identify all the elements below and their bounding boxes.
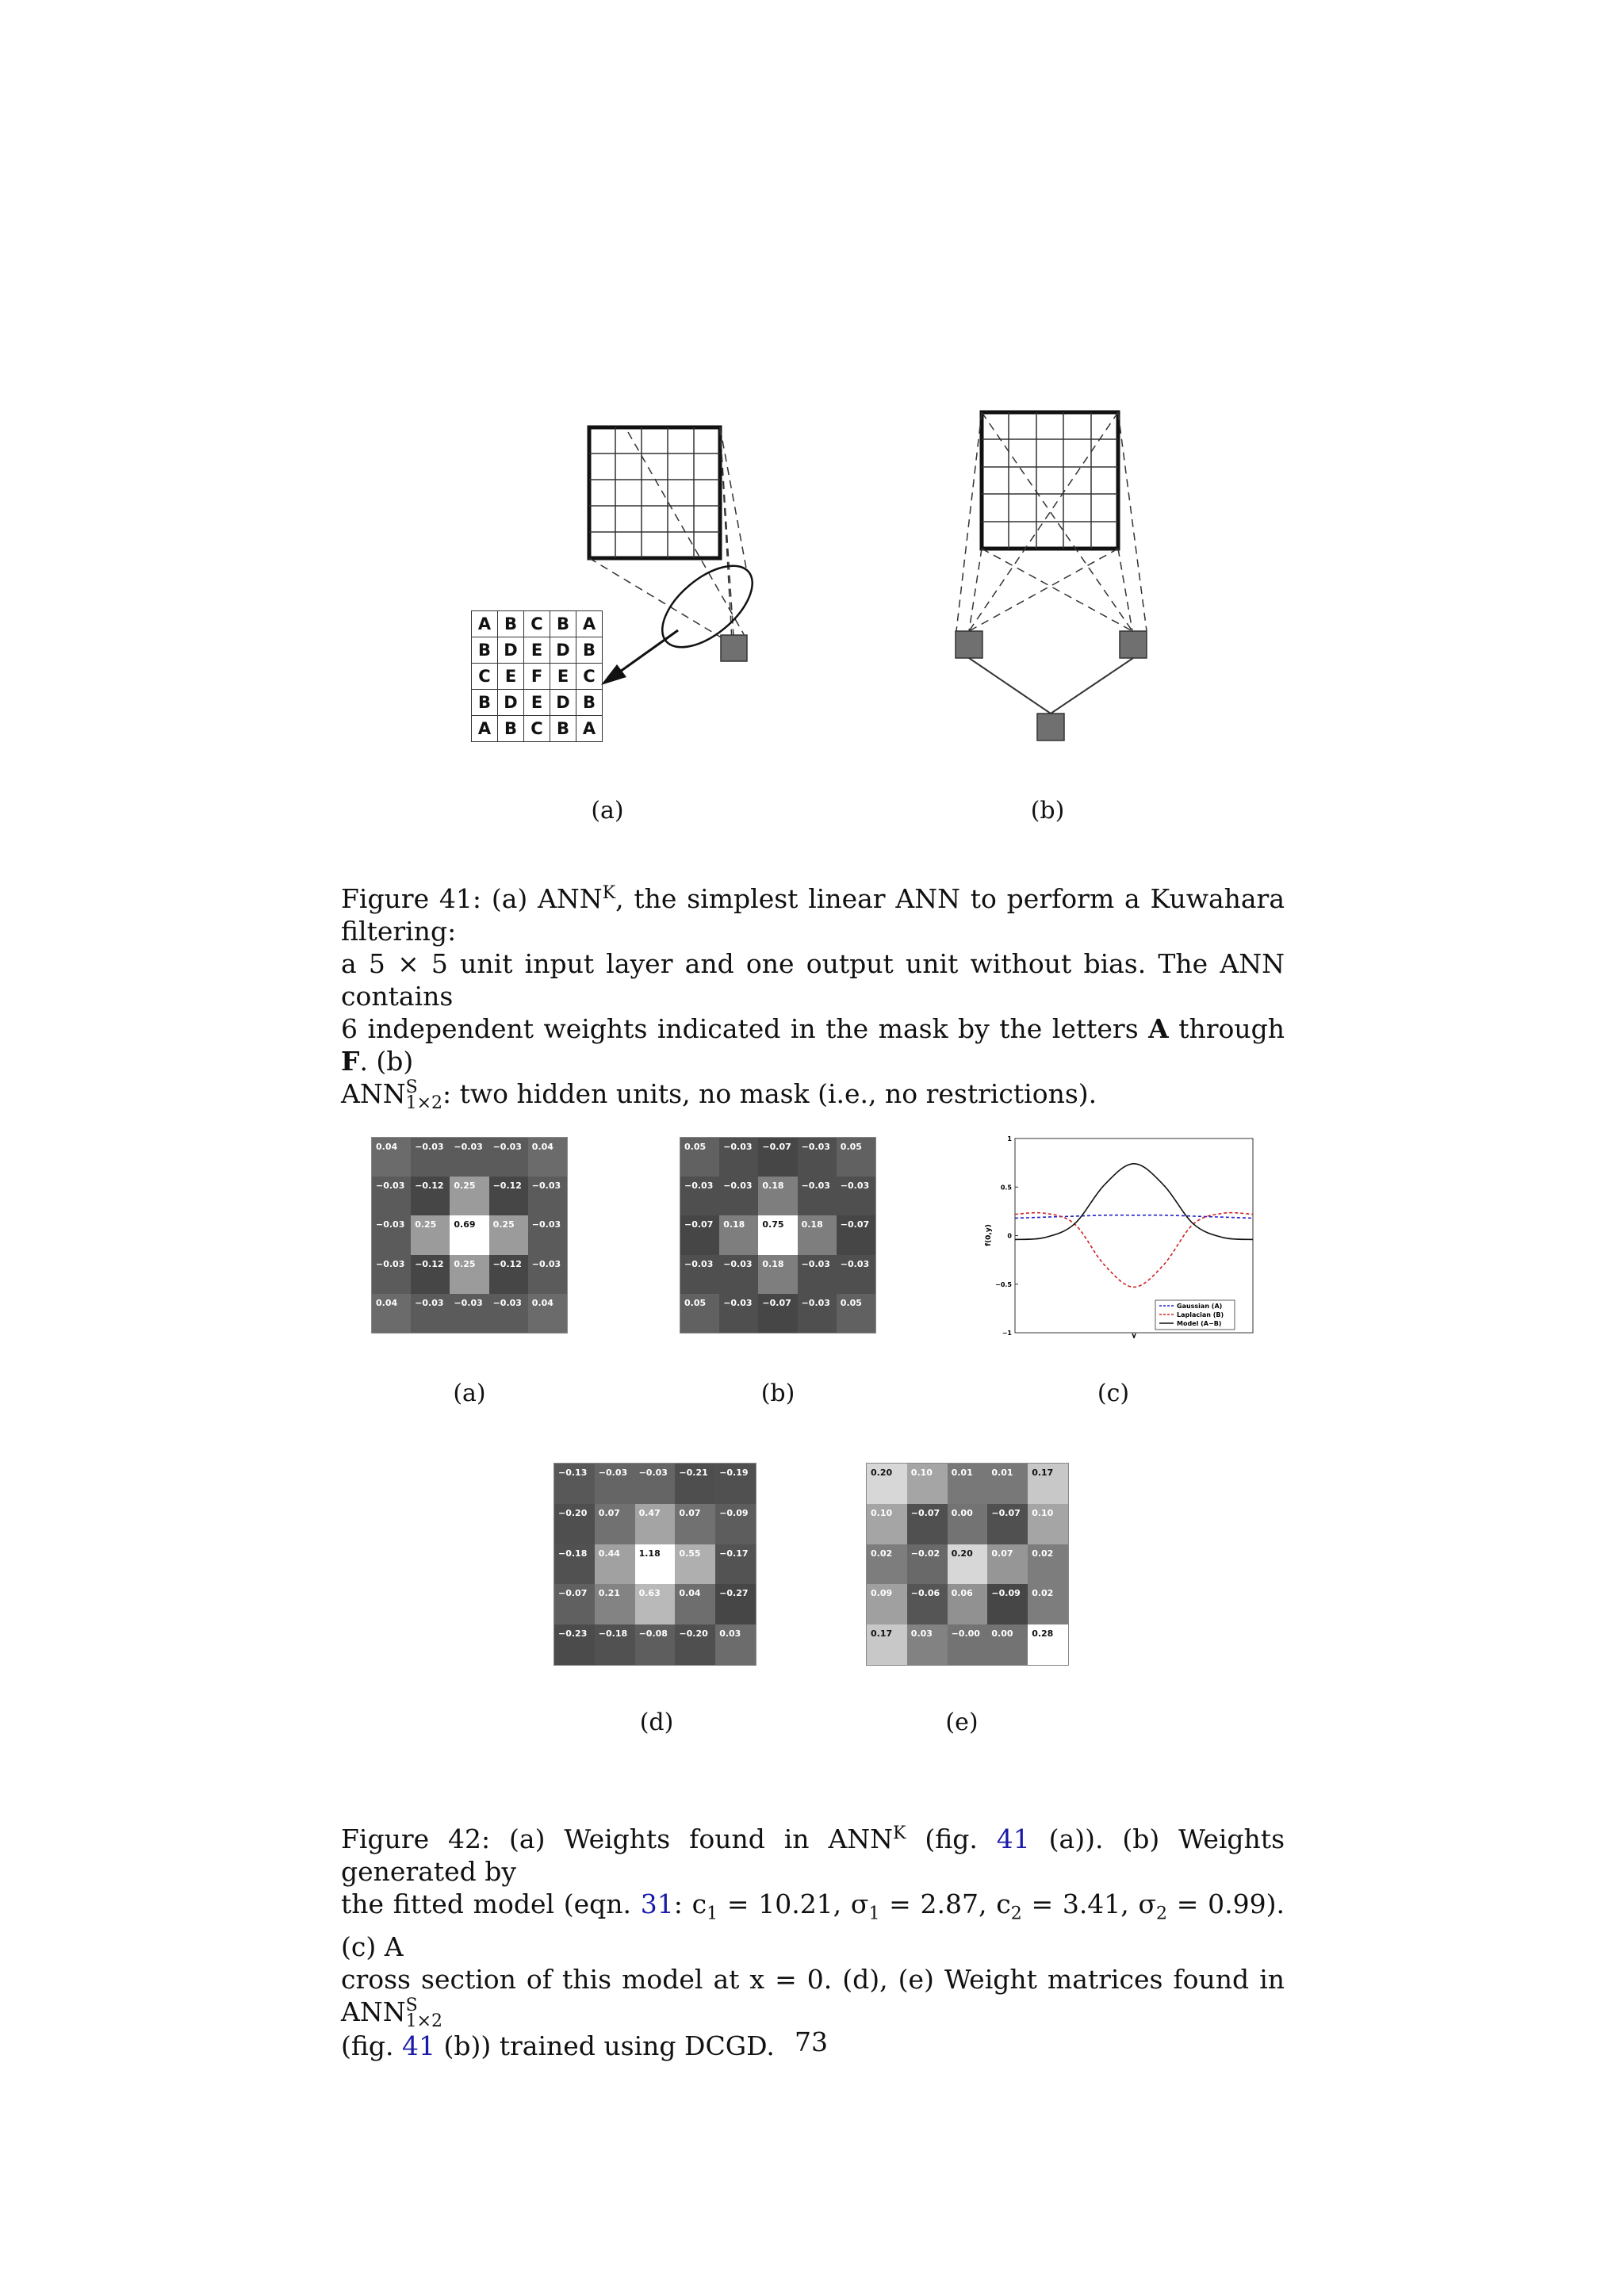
weight-value: 0.20	[871, 1468, 893, 1478]
weight-cell	[867, 1584, 907, 1624]
weight-value: 0.69	[454, 1219, 476, 1230]
mask-row	[472, 716, 603, 742]
weight-value: 0.05	[840, 1297, 862, 1308]
weight-cell	[680, 1215, 719, 1254]
mask-cell: A	[576, 611, 603, 637]
weight-cell	[719, 1177, 758, 1215]
weight-value: −0.12	[492, 1181, 522, 1192]
weight-value: 0.17	[871, 1628, 893, 1640]
fig42-sublabel-c: (c)	[1097, 1380, 1130, 1407]
weight-value: −0.17	[719, 1548, 749, 1559]
fig41b-hidden-unit-1	[956, 631, 982, 658]
chart-ytick-label: 0.5	[1000, 1184, 1012, 1192]
weight-cell	[715, 1584, 756, 1624]
weight-value: −0.09	[991, 1588, 1021, 1599]
weight-cell	[719, 1215, 758, 1254]
weight-cell	[907, 1464, 948, 1504]
weight-cell	[635, 1584, 676, 1624]
weight-cell	[837, 1255, 875, 1294]
weight-value: −0.18	[598, 1628, 628, 1640]
weight-value: −0.03	[376, 1219, 405, 1230]
weight-cell	[411, 1255, 450, 1294]
fig41a-weight-mask	[471, 610, 603, 742]
weight-cell	[489, 1138, 528, 1177]
weight-value: −0.09	[719, 1507, 749, 1518]
fig41-caption-line-3: 6 independent weights indicated in the mask by the letters A through F. (b)	[341, 1013, 1285, 1077]
chart-legend-label: Model (A−B)	[1177, 1320, 1222, 1327]
weight-value: −0.03	[723, 1142, 753, 1152]
weight-cell	[907, 1504, 948, 1544]
fig41a-arrow-head	[601, 664, 626, 685]
weight-cell	[528, 1294, 567, 1333]
weight-cell	[987, 1544, 1028, 1585]
weight-value: −0.03	[531, 1258, 561, 1269]
weight-value: −0.03	[415, 1142, 444, 1152]
weight-cell	[450, 1177, 488, 1215]
mask-row	[472, 611, 603, 637]
weight-value: 0.03	[910, 1628, 933, 1640]
fig41-caption-line-4: ANN S 1×2 : two hidden units, no mask (i.e., no restrictions).	[341, 1077, 1097, 1113]
fig42-caption-line-2: the fitted model (eqn. 31: $c_1 = 10.21$, $\sigma_1 = 2.87$, $c_2 = 3.41$, $\sigma_2 = 0.99$). (c) A	[341, 1888, 1285, 1962]
weight-cell	[948, 1624, 988, 1665]
weight-cell	[675, 1584, 715, 1624]
weight-value: −0.03	[840, 1181, 870, 1192]
weight-value: −0.03	[454, 1297, 483, 1308]
weight-cell	[1028, 1624, 1068, 1665]
weight-value: 0.18	[762, 1181, 784, 1192]
mask-cell: D	[498, 690, 524, 716]
weight-cell	[675, 1464, 715, 1504]
weight-value: 0.04	[376, 1142, 398, 1152]
weight-value: −0.02	[910, 1548, 940, 1559]
weight-value: −0.03	[531, 1181, 561, 1192]
weight-value: 0.07	[679, 1507, 701, 1518]
mask-cell: B	[498, 716, 524, 742]
weight-cell	[595, 1624, 635, 1665]
weight-cell	[635, 1544, 676, 1585]
weight-value: −0.12	[492, 1258, 522, 1269]
weight-value: −0.03	[840, 1258, 870, 1269]
weight-value: −0.07	[762, 1142, 791, 1152]
weight-cell	[837, 1294, 875, 1333]
weight-value: 0.75	[762, 1219, 784, 1230]
weight-cell	[948, 1504, 988, 1544]
weight-value: 0.25	[454, 1258, 476, 1269]
weight-cell	[554, 1624, 595, 1665]
mask-cell: D	[498, 637, 524, 664]
weight-value: −0.03	[638, 1468, 668, 1478]
weight-cell	[372, 1138, 411, 1177]
weight-value: −0.12	[415, 1181, 444, 1192]
weight-value: −0.19	[719, 1468, 749, 1478]
chart-ytick-label: −1	[1002, 1330, 1012, 1337]
weight-cell	[715, 1464, 756, 1504]
weight-cell	[528, 1255, 567, 1294]
weight-value: −0.27	[719, 1588, 749, 1599]
fig42d-weight-matrix	[553, 1463, 756, 1666]
weight-cell	[411, 1215, 450, 1254]
weight-value: −0.07	[910, 1507, 940, 1518]
weight-cell	[554, 1544, 595, 1585]
chart-legend-label: Laplacian (B)	[1177, 1311, 1224, 1318]
weight-value: −0.03	[454, 1142, 483, 1152]
mask-row	[472, 637, 603, 664]
weight-value: −0.03	[492, 1142, 522, 1152]
weight-value: 0.20	[951, 1548, 973, 1559]
fig42-sublabel-b: (b)	[760, 1380, 795, 1407]
weight-cell	[715, 1504, 756, 1544]
weight-cell	[867, 1544, 907, 1585]
mask-cell: C	[524, 716, 550, 742]
weight-value: −0.03	[415, 1297, 444, 1308]
weight-value: −0.20	[558, 1507, 588, 1518]
weight-value: 0.18	[801, 1219, 823, 1230]
mask-cell: C	[472, 664, 498, 690]
mask-cell: B	[550, 611, 576, 637]
weight-cell	[798, 1294, 837, 1333]
fig41-caption-line-1: Figure 41: (a) $ANN^K$, the simplest linear ANN to perform a Kuwahara filtering:	[341, 883, 1285, 947]
weight-cell	[372, 1215, 411, 1254]
fig42-ref-fig41-link[interactable]: 41	[996, 1823, 1030, 1854]
fig41-sublabel-a: (a)	[591, 797, 624, 825]
weight-cell	[528, 1138, 567, 1177]
weight-cell	[595, 1584, 635, 1624]
weight-value: 0.44	[598, 1548, 620, 1559]
weight-value: 0.10	[1032, 1507, 1054, 1518]
weight-cell	[450, 1294, 488, 1333]
weight-cell	[948, 1544, 988, 1585]
mask-cell: B	[576, 637, 603, 664]
weight-cell	[1028, 1544, 1068, 1585]
weight-cell	[837, 1138, 875, 1177]
weight-value: 0.01	[951, 1468, 973, 1478]
weight-value: 0.07	[598, 1507, 620, 1518]
weight-cell	[554, 1464, 595, 1504]
fig41b-hidden-unit-2	[1120, 631, 1147, 658]
weight-value: 0.18	[762, 1258, 784, 1269]
mask-cell: B	[472, 637, 498, 664]
weight-value: 0.03	[719, 1628, 741, 1640]
weight-cell	[528, 1177, 567, 1215]
weight-value: 0.18	[723, 1219, 745, 1230]
weight-cell	[798, 1138, 837, 1177]
weight-cell	[411, 1294, 450, 1333]
weight-value: 0.05	[684, 1297, 707, 1308]
weight-cell	[907, 1624, 948, 1665]
weight-cell	[372, 1294, 411, 1333]
chart-xlabel: y	[1132, 1332, 1136, 1338]
weight-cell	[489, 1294, 528, 1333]
weight-cell	[675, 1544, 715, 1585]
weight-value: 0.28	[1032, 1628, 1054, 1640]
weight-cell	[987, 1584, 1028, 1624]
weight-cell	[554, 1584, 595, 1624]
weight-cell	[758, 1294, 797, 1333]
weight-value: −0.07	[991, 1507, 1021, 1518]
weight-value: 0.04	[679, 1588, 701, 1599]
weight-value: 0.25	[454, 1181, 476, 1192]
weight-value: 0.10	[910, 1468, 933, 1478]
weight-cell	[758, 1177, 797, 1215]
weight-value: 0.04	[531, 1297, 553, 1308]
weight-cell	[907, 1584, 948, 1624]
weight-value: −0.07	[840, 1219, 870, 1230]
weight-cell	[450, 1255, 488, 1294]
mask-cell: F	[524, 664, 550, 690]
weight-cell	[948, 1464, 988, 1504]
mask-cell: B	[498, 611, 524, 637]
weight-cell	[1028, 1464, 1068, 1504]
weight-value: −0.07	[558, 1588, 588, 1599]
weight-cell	[987, 1624, 1028, 1665]
mask-cell: C	[524, 611, 550, 637]
weight-value: −0.03	[723, 1181, 753, 1192]
weight-cell	[411, 1177, 450, 1215]
weight-cell	[680, 1255, 719, 1294]
mask-row	[472, 690, 603, 716]
fig41b-input-layer	[982, 412, 1118, 549]
weight-value: 1.18	[638, 1548, 661, 1559]
weight-value: 0.06	[951, 1588, 973, 1599]
weight-value: 0.02	[871, 1548, 893, 1559]
mask-cell: B	[576, 690, 603, 716]
figure-41-caption	[341, 877, 1285, 1112]
weight-value: 0.10	[871, 1507, 893, 1518]
weight-value: −0.03	[801, 1258, 830, 1269]
mask-cell: E	[550, 664, 576, 690]
mask-row	[472, 664, 603, 690]
fig42-caption-line-3: cross section of this model at x = 0. (d), (e) Weight matrices found in ANN S 1×2	[341, 1963, 1285, 2031]
mask-cell: E	[524, 690, 550, 716]
weight-value: 0.05	[840, 1142, 862, 1152]
weight-value: 0.21	[598, 1588, 620, 1599]
weight-value: 0.09	[871, 1588, 893, 1599]
weight-cell	[719, 1138, 758, 1177]
weight-cell	[867, 1464, 907, 1504]
weight-cell	[489, 1177, 528, 1215]
weight-cell	[595, 1544, 635, 1585]
weight-cell	[489, 1255, 528, 1294]
fig42b-weight-matrix	[680, 1137, 876, 1334]
chart-ylabel: f(0,y)	[985, 1224, 993, 1246]
fig42-sublabel-e: (e)	[945, 1709, 979, 1736]
weight-cell	[837, 1177, 875, 1215]
weight-value: −0.21	[679, 1468, 708, 1478]
weight-cell	[372, 1255, 411, 1294]
fig41a-output-unit	[721, 635, 747, 661]
weight-value: −0.03	[492, 1297, 522, 1308]
weight-value: −0.03	[801, 1181, 830, 1192]
chart-ytick-label: −0.5	[995, 1280, 1012, 1288]
mask-cell: B	[472, 690, 498, 716]
weight-value: 0.00	[951, 1507, 973, 1518]
fig41a-input-layer	[589, 427, 720, 558]
weight-cell	[675, 1624, 715, 1665]
page-number: 73	[795, 2026, 828, 2057]
weight-value: −0.13	[558, 1468, 588, 1478]
weight-value: −0.00	[951, 1628, 980, 1640]
weight-cell	[798, 1255, 837, 1294]
weight-value: 0.04	[531, 1142, 553, 1152]
weight-cell	[635, 1504, 676, 1544]
weight-cell	[595, 1464, 635, 1504]
fig42c-cross-section-chart	[979, 1132, 1257, 1338]
weight-cell	[1028, 1504, 1068, 1544]
weight-value: −0.06	[910, 1588, 940, 1599]
weight-cell	[635, 1624, 676, 1665]
weight-value: 0.07	[991, 1548, 1013, 1559]
weight-value: 0.63	[638, 1588, 661, 1599]
weight-value: 0.04	[376, 1297, 398, 1308]
mask-cell: E	[524, 637, 550, 664]
figure-41-diagram	[0, 0, 1624, 761]
weight-value: −0.03	[684, 1258, 714, 1269]
weight-cell	[635, 1464, 676, 1504]
weight-value: 0.17	[1032, 1468, 1054, 1478]
fig42-caption-line-1: Figure 42: (a) Weights found in $ANN^K$ (fig. 41 (a)). (b) Weights generated by	[341, 1823, 1285, 1887]
weight-value: −0.03	[723, 1258, 753, 1269]
weight-cell	[948, 1584, 988, 1624]
weight-value: 0.47	[638, 1507, 661, 1518]
weight-cell	[798, 1215, 837, 1254]
weight-cell	[719, 1255, 758, 1294]
weight-value: −0.03	[376, 1181, 405, 1192]
fig41-sublabel-b: (b)	[1030, 797, 1065, 825]
weight-value: 0.25	[492, 1219, 515, 1230]
weight-cell	[798, 1177, 837, 1215]
weight-cell	[411, 1138, 450, 1177]
weight-cell	[719, 1294, 758, 1333]
weight-cell	[987, 1464, 1028, 1504]
chart-ytick-label: 0	[1007, 1232, 1012, 1240]
weight-value: −0.03	[531, 1219, 561, 1230]
weight-value: −0.07	[762, 1297, 791, 1308]
weight-cell	[837, 1215, 875, 1254]
weight-value: −0.03	[801, 1142, 830, 1152]
weight-cell	[680, 1138, 719, 1177]
weight-value: −0.18	[558, 1548, 588, 1559]
mask-cell: A	[472, 716, 498, 742]
weight-value: −0.03	[684, 1181, 714, 1192]
weight-cell	[758, 1255, 797, 1294]
weight-value: 0.25	[415, 1219, 437, 1230]
weight-cell	[987, 1504, 1028, 1544]
mask-cell: E	[498, 664, 524, 690]
fig42a-weight-matrix	[371, 1137, 568, 1334]
weight-cell	[450, 1138, 488, 1177]
fig42e-weight-matrix	[866, 1463, 1069, 1666]
weight-cell	[715, 1544, 756, 1585]
weight-cell	[675, 1504, 715, 1544]
weight-cell	[867, 1624, 907, 1665]
weight-value: −0.03	[598, 1468, 628, 1478]
weight-cell	[715, 1624, 756, 1665]
weight-value: −0.20	[679, 1628, 708, 1640]
weight-cell	[595, 1504, 635, 1544]
weight-value: 0.02	[1032, 1588, 1054, 1599]
weight-value: −0.03	[801, 1297, 830, 1308]
weight-value: −0.08	[638, 1628, 668, 1640]
weight-value: −0.12	[415, 1258, 444, 1269]
weight-cell	[867, 1504, 907, 1544]
fig42-sublabel-d: (d)	[639, 1709, 674, 1736]
fig42-sublabel-a: (a)	[453, 1380, 486, 1407]
weight-value: −0.23	[558, 1628, 588, 1640]
weight-cell	[680, 1177, 719, 1215]
weight-value: −0.03	[376, 1258, 405, 1269]
weight-cell	[528, 1215, 567, 1254]
weight-value: 0.55	[679, 1548, 701, 1559]
weight-cell	[907, 1544, 948, 1585]
weight-value: 0.00	[991, 1628, 1013, 1640]
mask-cell: A	[576, 716, 603, 742]
fig42-ref-eqn31-link[interactable]: 31	[640, 1888, 674, 1919]
fig41a-weights-ellipse	[648, 550, 766, 662]
fig41-caption-line-2: a 5 × 5 unit input layer and one output unit without bias. The ANN contains	[341, 948, 1285, 1012]
weight-value: −0.03	[723, 1297, 753, 1308]
fig41b-output-unit	[1037, 714, 1064, 740]
mask-cell: C	[576, 664, 603, 690]
weight-cell	[680, 1294, 719, 1333]
weight-cell	[758, 1138, 797, 1177]
chart-ytick-label: 1	[1007, 1135, 1012, 1142]
chart-legend-label: Gaussian (A)	[1177, 1303, 1223, 1310]
weight-cell	[758, 1215, 797, 1254]
fig42-ref-fig41b-link[interactable]: 41	[402, 2030, 435, 2061]
weight-value: 0.02	[1032, 1548, 1054, 1559]
mask-cell: B	[550, 716, 576, 742]
mask-cell: A	[472, 611, 498, 637]
weight-cell	[450, 1215, 488, 1254]
weight-cell	[489, 1215, 528, 1254]
weight-cell	[372, 1177, 411, 1215]
chart-legend	[1155, 1300, 1235, 1330]
mask-cell: D	[550, 637, 576, 664]
weight-cell	[554, 1504, 595, 1544]
weight-value: 0.05	[684, 1142, 707, 1152]
figure-42-caption	[341, 1817, 1285, 2062]
weight-cell	[1028, 1584, 1068, 1624]
fig42-caption-line-4: (fig. 41 (b)) trained using DCGD.	[341, 2030, 775, 2061]
weight-value: 0.01	[991, 1468, 1013, 1478]
weight-value: −0.07	[684, 1219, 714, 1230]
mask-cell: D	[550, 690, 576, 716]
